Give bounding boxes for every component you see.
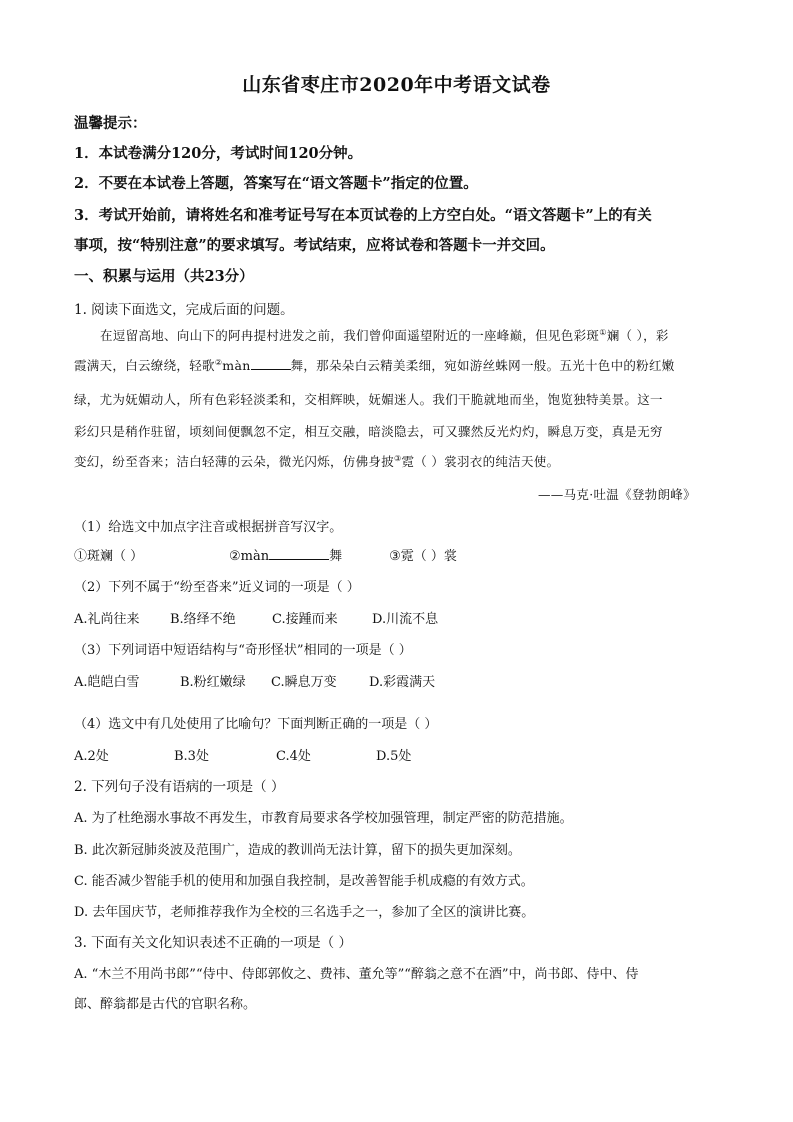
sub-question-2-stem: （2）下列不属于“纷至沓来”近义词的一项是（ ） — [74, 580, 360, 595]
pinyin-man: màn — [222, 358, 251, 373]
option-d: D.5处 — [376, 749, 412, 764]
question-2-option-b: B. 此次新冠肺炎波及范围广，造成的教训尚无法计算，留下的损失更加深刻。 — [74, 843, 521, 858]
passage-line-1 — [100, 326, 669, 344]
tip-item-2: 2．不要在本试卷上答题，答案写在“语文答题卡”指定的位置。 — [74, 175, 478, 192]
passage-text: 霓（ ）裳羽衣的纯洁天使。 — [401, 454, 560, 469]
answer-b-pinyin: ②màn — [229, 549, 270, 564]
passage-line-4: 彩幻只是稍作驻留，顷刻间便飘忽不定，相互交融，暗淡隐去，可又骤然反光灼灼，瞬息万变，真是无穷 — [74, 424, 663, 439]
question-2-option-a: A. 为了杜绝溺水事故不再发生，市教育局要求各学校加强管理，制定严密的防范措施。 — [74, 811, 573, 826]
option-d: D.川流不息 — [372, 612, 439, 627]
option-a: A.皑皑白雪 — [74, 675, 140, 690]
footnote-mark: ② — [214, 357, 223, 367]
page-title: 山东省枣庄市2020年中考语文试卷 — [242, 74, 551, 96]
passage-line-3: 绿，尤为妩媚动人，所有色彩轻淡柔和，交相辉映，妩媚迷人。我们干脆就地而坐，饱览独特美景。这一 — [74, 392, 663, 407]
question-2-stem: 2. 下列句子没有语病的一项是（ ） — [74, 779, 285, 795]
question-2-option-c: C. 能否减少智能手机的使用和加强自我控制，是改善智能手机成瘾的有效方式。 — [74, 874, 534, 889]
sub-question-3-stem: （3）下列词语中短语结构与“奇形怪状”相同的一项是（ ） — [74, 643, 412, 658]
option-d: D.彩霞满天 — [369, 675, 436, 690]
footnote-mark: ① — [599, 327, 607, 337]
sub-question-4-stem: （4）选文中有几处使用了比喻句？下面判断正确的一项是（ ） — [74, 717, 438, 732]
option-a: A.礼尚往来 — [74, 612, 140, 627]
option-b: B.粉红嫩绿 — [180, 675, 246, 690]
answer-c: ③霓（ ）裳 — [389, 549, 457, 564]
tips-heading: 温馨提示： — [74, 115, 147, 132]
sub-question-2-options — [74, 608, 438, 627]
passage-text: 霞满天，白云缭绕，轻歌 — [74, 358, 215, 373]
sub-question-1-stem: （1）给选文中加点字注音或根据拼音写汉字。 — [74, 520, 343, 535]
answer-b-blank[interactable] — [269, 547, 329, 560]
tip-item-1: 1．本试卷满分120分，考试时间120分钟。 — [74, 145, 363, 162]
sub-question-4-options — [74, 745, 411, 764]
passage-text: 舞，那朵朵白云精美柔细，宛如游丝蛛网一般。五光十色中的粉红嫩 — [290, 358, 675, 373]
section-heading: 一、积累与运用（共23分） — [74, 268, 254, 285]
answer-b-suffix: 舞 — [329, 549, 343, 564]
sub-question-1-answers — [74, 545, 457, 564]
question-3-option-a-line-1: A. “木兰不用尚书郎”“侍中、侍郎郭攸之、费祎、董允等”“醉翁之意不在酒”中，尚书郎、侍中、侍 — [74, 967, 639, 982]
tip-item-3: 3．考试开始前，请将姓名和准考证号写在本页试卷的上方空白处。“语文答题卡”上的有关 — [74, 207, 652, 224]
answer-a: ①斑斓（ ） — [74, 549, 144, 564]
option-a: A.2处 — [74, 749, 109, 764]
footnote-mark: ③ — [394, 453, 402, 463]
passage-text: 变幻，纷至沓来；洁白轻薄的云朵，微光闪烁，仿佛身披 — [74, 454, 395, 469]
tip-item-4: 事项，按“特别注意”的要求填写。考试结束，应将试卷和答题卡一并交回。 — [74, 237, 555, 254]
option-b: B.3处 — [174, 749, 209, 764]
option-c: C.4处 — [276, 749, 311, 764]
passage-line-2 — [74, 356, 675, 374]
fill-blank — [251, 357, 291, 370]
option-c: C.瞬息万变 — [271, 675, 337, 690]
question-3-stem: 3. 下面有关文化知识表述不正确的一项是（ ） — [74, 935, 352, 951]
option-c: C.接踵而来 — [272, 612, 338, 627]
sub-question-3-options — [74, 671, 435, 690]
passage-text: 在逗留高地、向山下的阿冉提村进发之前，我们曾仰面遥望附近的一座峰巅，但见色彩斑 — [100, 328, 600, 343]
passage-text: 斓（ ），彩 — [606, 328, 669, 343]
question-1-stem: 1. 阅读下面选文，完成后面的问题。 — [74, 302, 294, 318]
passage-source: ——马克·吐温《登勃朗峰》 — [538, 487, 696, 502]
option-b: B.络绎不绝 — [170, 612, 236, 627]
question-2-option-d: D. 去年国庆节，老师推荐我作为全校的三名选手之一，参加了全区的演讲比赛。 — [74, 905, 535, 920]
passage-line-5 — [74, 452, 559, 470]
question-3-option-a-line-2: 郎、醉翁都是古代的官职名称。 — [74, 997, 257, 1012]
